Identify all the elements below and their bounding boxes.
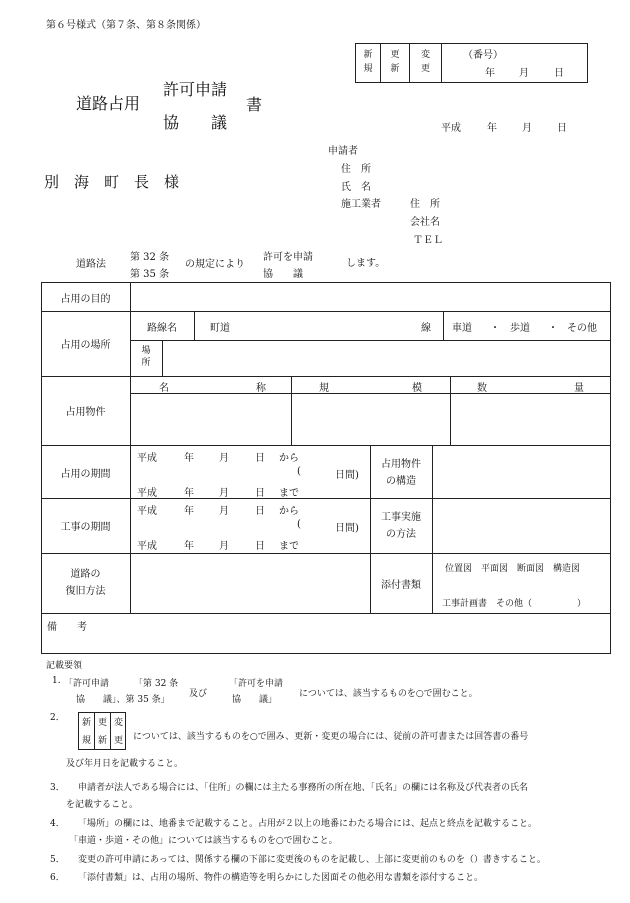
note5-number: 5．	[50, 855, 65, 865]
applicant-name-label: 氏 名	[341, 182, 371, 193]
note3-line1: 申請者が法人である場合には、「住所」の欄には主たる事務所の所在地、「氏名」の欄には名称及び代表者の氏名	[78, 783, 529, 793]
period-to-month: 月	[219, 488, 229, 499]
attach-label: 添付書類	[381, 580, 421, 591]
note2-number: 2．	[50, 713, 65, 723]
note1-number: 1.	[52, 676, 61, 686]
note1-c1: 「許可を申請	[229, 679, 284, 689]
stamp-year: 年	[485, 68, 495, 79]
route-label: 路線名	[147, 323, 177, 334]
period-to-day: 日	[255, 488, 265, 499]
date-month: 月	[522, 123, 532, 134]
statement-mid: の規定により	[185, 259, 245, 270]
route-value[interactable]: 町道	[210, 323, 230, 334]
work-from-year: 年	[184, 506, 194, 517]
period-to-era: 平成	[137, 488, 157, 499]
note3-line2: を記載すること。	[66, 800, 139, 810]
statement-opt-consult: 協 議	[263, 269, 303, 280]
objects-label: 占用物件	[65, 407, 106, 418]
statement-end: します。	[346, 258, 386, 269]
period-days-close: 日間)	[335, 470, 359, 481]
date-day: 日	[557, 123, 567, 134]
note4-line1: 「場所」の欄には、地番まで記載すること。占用が２以上の地番にわたる場合には、起点と終点を記載すること。	[78, 819, 538, 829]
work-to-suffix: まで	[279, 541, 299, 552]
period-label: 占用の期間	[60, 469, 111, 480]
note2-cell: 更	[113, 736, 123, 746]
road-type-other[interactable]: その他	[567, 323, 597, 334]
period-from-suffix: から	[279, 453, 299, 464]
stamp-day: 日	[554, 68, 564, 79]
applicant-address-label: 住 所	[341, 164, 371, 175]
note5-line1: 変更の許可申請にあっては、関係する欄の下部に変更後のものを記載し、上部に変更前のものを（）書きすること。	[78, 855, 546, 865]
note4-number: 4．	[50, 819, 65, 829]
place-label: 占用の場所	[60, 340, 111, 351]
road-type-sidewalk[interactable]: 歩道	[510, 323, 530, 334]
note1-a2: 「第 32 条	[134, 679, 179, 689]
place-sub-label: 場 所	[141, 346, 151, 368]
period-to-suffix: まで	[279, 488, 299, 499]
note2-cell: 新	[81, 718, 91, 728]
restore-label: 道路の 復旧方法	[65, 569, 106, 597]
period-from-month: 月	[219, 453, 229, 464]
note1-c2: 協 議」	[232, 695, 278, 705]
note1-tail: については、該当するものを○で囲むこと。	[299, 689, 478, 699]
obj-header-scale-1: 規	[319, 383, 329, 394]
form-number: 第６号様式（第７条、第８条関係）	[46, 20, 206, 31]
period-from-day: 日	[255, 453, 265, 464]
statement-law: 道路法	[76, 259, 106, 270]
applicant-label: 申請者	[328, 146, 358, 157]
note1-a1: 「許可申請	[64, 679, 110, 689]
attach-options-2[interactable]: 工事計画書 その他（ ）	[442, 599, 587, 609]
stamp-new[interactable]: 新 規	[363, 50, 373, 74]
note2-text2: 及び年月日を記載すること。	[66, 759, 184, 769]
place-field[interactable]	[164, 342, 610, 375]
remarks-label: 備 考	[47, 622, 87, 633]
note1-b1: 協 議」、第 35 条」	[76, 695, 170, 705]
contractor-label: 施工業者	[341, 199, 381, 210]
work-from-month: 月	[219, 506, 229, 517]
note2-cell: 規	[81, 736, 91, 746]
note2-text: については、該当するものを○で囲み、更新・変更の場合には、従前の許可書または回答書の番号	[133, 732, 529, 742]
statement-art32: 第 32 条	[130, 252, 170, 263]
stamp-month: 月	[519, 68, 529, 79]
stamp-number-label: （番号）	[463, 50, 503, 61]
attach-options-1[interactable]: 位置図 平面図 断面図 構造図	[445, 564, 581, 574]
title-lower: 協 議	[163, 113, 228, 132]
contractor-tel-label: ＴＥＬ	[413, 235, 443, 246]
period-from-era: 平成	[137, 453, 157, 464]
note4-line2: 「車道・歩道・その他」については該当するものを○で囲むこと。	[69, 836, 338, 846]
work-period-label: 工事の期間	[60, 522, 111, 533]
work-to-era: 平成	[137, 541, 157, 552]
note6-number: 6．	[50, 873, 65, 883]
obj-header-qty-2: 量	[574, 383, 584, 394]
road-type-roadway[interactable]: 車道	[452, 323, 472, 334]
period-to-year: 年	[184, 488, 194, 499]
work-days-open: (	[297, 519, 301, 530]
note1-and: 及び	[189, 689, 208, 699]
note6-line1: 「添付書類」は、占用の場所、物件の構造等を明らかにした図面その他必用な書類を添付すること。	[78, 873, 484, 883]
road-type-dot: ・	[548, 323, 558, 334]
title-left: 道路占用	[76, 94, 141, 113]
addressee: 別 海 町 長 様	[44, 173, 180, 191]
date-era: 平成	[441, 123, 461, 134]
work-to-month: 月	[219, 541, 229, 552]
purpose-field[interactable]	[132, 283, 610, 310]
work-to-year: 年	[184, 541, 194, 552]
obj-header-scale-2: 模	[412, 383, 422, 394]
period-from-year: 年	[184, 453, 194, 464]
title-right: 書	[246, 95, 263, 114]
structure-label: 占用物件 の構造	[381, 459, 421, 487]
route-line-suffix: 線	[421, 323, 431, 334]
note2-cell: 変	[113, 718, 123, 728]
work-from-suffix: から	[279, 506, 299, 517]
contractor-address-label: 住 所	[410, 199, 440, 210]
statement-art35: 第 35 条	[130, 269, 170, 280]
work-to-day: 日	[255, 541, 265, 552]
notes-heading: 記載要領	[46, 661, 83, 671]
title-upper: 許可申請	[163, 80, 228, 99]
note3-number: 3．	[50, 783, 65, 793]
work-from-day: 日	[255, 506, 265, 517]
obj-header-name-1: 名	[159, 383, 169, 394]
period-days-open: (	[297, 466, 301, 477]
work-method-label: 工事実施 の方法	[381, 512, 421, 540]
work-days-close: 日間)	[335, 523, 359, 534]
note2-cell: 新	[97, 736, 107, 746]
road-type-dot: ・	[490, 323, 500, 334]
work-from-era: 平成	[137, 506, 157, 517]
contractor-company-label: 会社名	[410, 217, 440, 228]
note2-cell: 更	[97, 718, 107, 728]
obj-header-name-2: 称	[256, 383, 266, 394]
statement-opt-apply: 許可を申請	[263, 252, 313, 263]
stamp-renew[interactable]: 更 新	[390, 50, 400, 74]
stamp-change[interactable]: 変 更	[420, 50, 430, 74]
obj-header-qty-1: 数	[477, 383, 487, 394]
date-year: 年	[487, 123, 497, 134]
purpose-label: 占用の目的	[60, 294, 111, 305]
